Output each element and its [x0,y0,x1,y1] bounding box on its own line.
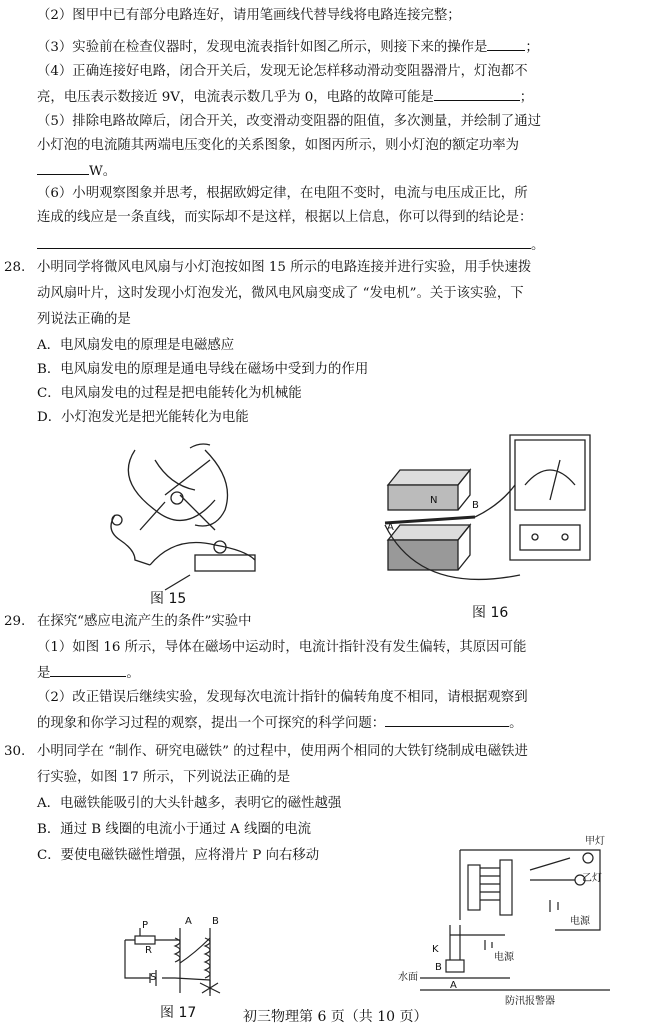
answer-blank [50,662,126,677]
alarm-name: 防汛报警器 [505,996,555,1007]
fig17-label-b: B [212,916,219,927]
line-text: C．要使电磁铁磁性增强，应将滑片 P 向右移动 [37,848,320,863]
line-text: 小明同学将微风电风扇与小灯泡按如图 15 所示的电路连接并进行实验，用手快速拨 [37,260,532,275]
line-text: A．电磁铁能吸引的大头针越多，表明它的磁性越强 [37,796,342,811]
line-text: C．电风扇发电的过程是把电能转化为机械能 [37,386,302,401]
line-text: B．通过 B 线圈的电流小于通过 A 线圈的电流 [37,822,312,837]
page-footer: 初三物理第 6 页（共 10 页） [243,1009,428,1025]
line-text-tail: 。 [126,666,140,681]
line-text: 的现象和你学习过程的观察，提出一个可探究的科学问题： [37,716,386,731]
alarm-water: 水面 [398,972,418,983]
question-number: 29. [4,614,26,629]
figure-16-induction-setup [380,425,630,605]
figure-16-caption: 图 16 [472,605,509,621]
answer-blank [434,86,520,101]
line-text: D．小灯泡发光是把光能转化为电能 [37,410,249,425]
line-text-tail: ； [525,40,539,55]
fig16-label-n: N [430,495,438,506]
line-text: （4）正确连接好电路，闭合开关后，发现无论怎样移动滑动变阻器滑片，灯泡都不 [37,64,528,79]
line-text: 行实验，如图 17 所示，下列说法正确的是 [37,770,291,785]
question-number: 30. [4,744,26,759]
line-text: 在探究“感应电流产生的条件”实验中 [37,614,252,629]
fig17-label-s: S [150,972,157,983]
alarm-label-b: B [435,962,442,973]
answer-blank [37,234,531,249]
line-text: 小明同学在 “制作、研究电磁铁” 的过程中，使用两个相同的大铁钉绕制成电磁铁进 [37,744,528,759]
line-text-tail: ； [519,90,534,105]
line-text: 是 [37,666,51,681]
alarm-label-a: A [450,980,457,991]
line-text: （1）如图 16 所示，导体在磁场中运动时，电流计指针没有发生偏转，其原因可能 [37,640,527,655]
figure-15-fan-circuit [95,440,305,590]
line-text: 列说法正确的是 [37,312,131,327]
alarm-power-1: 电源 [570,916,590,927]
answer-blank [37,160,89,175]
line-text: （3）实验前在检查仪器时，发现电流表指针如图乙所示，则接下来的操作是 [37,40,488,55]
line-text: B．电风扇发电的原理是通电导线在磁场中受到力的作用 [37,362,369,377]
line-text: 动风扇叶片，这时发现小灯泡发光，微风电风扇变成了 “发电机”。关于该实验，下 [37,286,524,301]
alarm-lamp-b: 乙灯 [582,873,602,884]
line-text: A．电风扇发电的原理是电磁感应 [37,338,235,353]
alarm-power-2: 电源 [494,952,514,963]
figure-17-electromagnet-circuit [120,918,235,998]
alarm-lamp-a: 甲灯 [585,836,605,847]
line-text: （2）改正错误后继续实验，发现每次电流计指针的偏转角度不相同，请根据观察到 [37,690,528,705]
line-text: 小灯泡的电流随其两端电压变化的关系图象，如图丙所示，则小灯泡的额定功率为 [37,138,520,153]
alarm-label-k: K [432,944,439,955]
line-text-tail: W。 [89,164,117,179]
answer-blank [385,712,509,727]
fig17-label-p: P [142,920,149,931]
fig17-label-r: R [145,945,152,956]
line-text: 亮，电压表示数接近 9V，电流表示数几乎为 0，电路的故障可能是 [37,90,434,105]
line-text-tail: 。 [531,238,545,253]
fig16-label-b: B [472,500,479,511]
line-text: （6）小明观察图象并思考，根据欧姆定律，在电阻不变时，电流与电压成正比，所 [37,186,528,201]
line-text: （2）图甲中已有部分电路连好，请用笔画线代替导线将电路连接完整； [37,8,461,23]
fig16-label-a: A [387,522,394,533]
fig17-label-a: A [185,916,192,927]
figure-17-caption: 图 17 [160,1005,197,1021]
line-text: 连成的线应是一条直线，而实际却不是这样，根据以上信息，你可以得到的结论是： [37,210,533,225]
question-number: 28. [4,260,26,275]
line-text-tail: 。 [509,716,523,731]
answer-blank [487,36,525,51]
figure-15-caption: 图 15 [150,591,187,607]
line-text: （5）排除电路故障后，闭合开关，改变滑动变阻器的阻值，多次测量，并绘制了通过 [37,114,541,129]
